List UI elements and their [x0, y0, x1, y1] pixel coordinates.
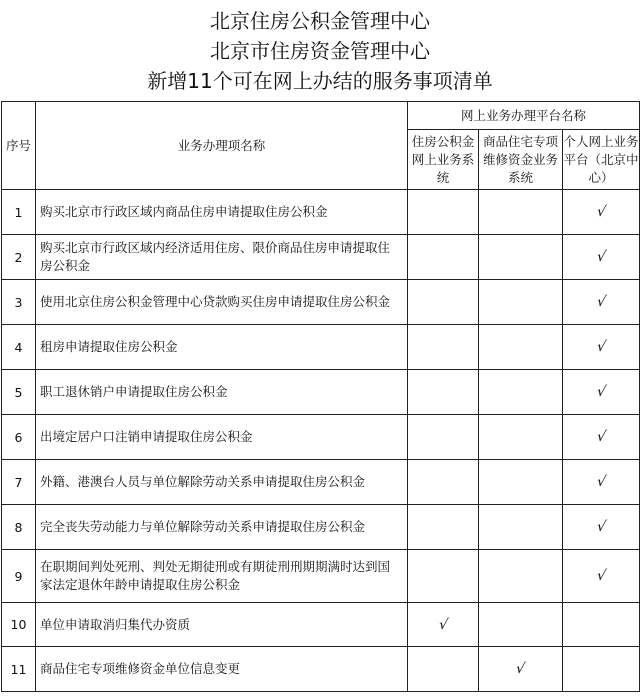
platform-2-cell [479, 505, 563, 550]
platform-2-cell [479, 460, 563, 505]
row-number: 2 [2, 235, 36, 280]
check-mark-icon: √ [595, 474, 607, 490]
check-mark-icon: √ [595, 249, 607, 265]
platform-2-cell [479, 325, 563, 370]
row-number: 8 [2, 505, 36, 550]
header-platform-3: 个人网上业务平台（北京中心） [563, 130, 640, 190]
item-name: 租房申请提取住房公积金 [36, 325, 408, 370]
check-mark-icon: √ [595, 429, 607, 445]
table-row [2, 190, 640, 235]
table-row [2, 647, 640, 692]
platform-1-cell [408, 550, 479, 603]
platform-3-cell [563, 325, 640, 370]
platform-3-cell [563, 235, 640, 280]
platform-3-cell [563, 190, 640, 235]
platform-3-cell [563, 647, 640, 692]
row-number: 4 [2, 325, 36, 370]
check-mark-icon: √ [437, 616, 449, 633]
check-mark-icon: √ [595, 294, 607, 310]
row-number: 7 [2, 460, 36, 505]
header-platform-2: 商品住宅专项维修资金业务系统 [479, 130, 563, 190]
platform-1-cell [408, 505, 479, 550]
platform-3-cell [563, 370, 640, 415]
platform-1-cell [408, 370, 479, 415]
platform-3-cell [563, 505, 640, 550]
platform-2-cell [479, 235, 563, 280]
item-name: 完全丧失劳动能力与单位解除劳动关系申请提取住房公积金 [36, 505, 408, 550]
row-number: 1 [2, 190, 36, 235]
item-name: 购买北京市行政区域内商品住房申请提取住房公积金 [36, 190, 408, 235]
row-number: 3 [2, 280, 36, 325]
table-row [2, 603, 640, 647]
item-name: 使用北京住房公积金管理中心贷款购买住房申请提取住房公积金 [36, 280, 408, 325]
item-name: 购买北京市行政区域内经济适用住房、限价商品住房申请提取住房公积金 [36, 235, 408, 280]
table-row [2, 460, 640, 505]
header-platform-group: 网上业务办理平台名称 [408, 102, 640, 130]
platform-2-cell [479, 280, 563, 325]
check-mark-icon: √ [595, 204, 607, 220]
title-line-3: 新增11个可在网上办结的服务事项清单 [147, 68, 493, 93]
table-row [2, 235, 640, 280]
platform-1-cell [408, 235, 479, 280]
platform-2-cell [479, 603, 563, 647]
platform-3-cell [563, 550, 640, 603]
platform-1-cell [408, 647, 479, 692]
title-line-1: 北京住房公积金管理中心 [210, 8, 430, 33]
row-number: 6 [2, 415, 36, 460]
check-mark-icon: √ [595, 568, 607, 584]
platform-3-cell [563, 280, 640, 325]
platform-1-cell [408, 325, 479, 370]
document-title [0, 0, 640, 101]
header-name: 业务办理项名称 [36, 102, 408, 190]
table-row [2, 280, 640, 325]
check-mark-icon: √ [595, 339, 607, 355]
platform-1-cell [408, 415, 479, 460]
platform-2-cell [479, 647, 563, 692]
check-mark-icon: √ [514, 661, 527, 677]
platform-1-cell [408, 603, 479, 647]
platform-2-cell [479, 370, 563, 415]
table-row [2, 550, 640, 603]
row-number: 11 [2, 647, 36, 692]
platform-1-cell [408, 460, 479, 505]
platform-3-cell [563, 603, 640, 647]
item-name: 单位申请取消归集代办资质 [36, 603, 408, 647]
row-number: 9 [2, 550, 36, 603]
table-row [2, 415, 640, 460]
title-line-2: 北京市住房资金管理中心 [210, 38, 430, 63]
table-row [2, 370, 640, 415]
platform-2-cell [479, 415, 563, 460]
platform-3-cell [563, 460, 640, 505]
table-row [2, 325, 640, 370]
table-row [2, 505, 640, 550]
platform-1-cell [408, 190, 479, 235]
item-name: 商品住宅专项维修资金单位信息变更 [36, 647, 408, 692]
item-name: 外籍、港澳台人员与单位解除劳动关系申请提取住房公积金 [36, 460, 408, 505]
row-number: 5 [2, 370, 36, 415]
row-number: 10 [2, 603, 36, 647]
platform-1-cell [408, 280, 479, 325]
header-platform-1: 住房公积金网上业务系统 [408, 130, 479, 190]
platform-2-cell [479, 190, 563, 235]
check-mark-icon: √ [595, 519, 607, 535]
item-name: 职工退休销户申请提取住房公积金 [36, 370, 408, 415]
item-name: 在职期间判处死刑、判处无期徒刑或有期徒刑刑期期满时达到国家法定退休年龄申请提取住房公积金 [36, 550, 408, 603]
platform-3-cell [563, 415, 640, 460]
check-mark-icon: √ [595, 384, 607, 400]
item-name: 出境定居户口注销申请提取住房公积金 [36, 415, 408, 460]
header-no: 序号 [2, 102, 36, 190]
service-items-table [1, 101, 640, 692]
platform-2-cell [479, 550, 563, 603]
